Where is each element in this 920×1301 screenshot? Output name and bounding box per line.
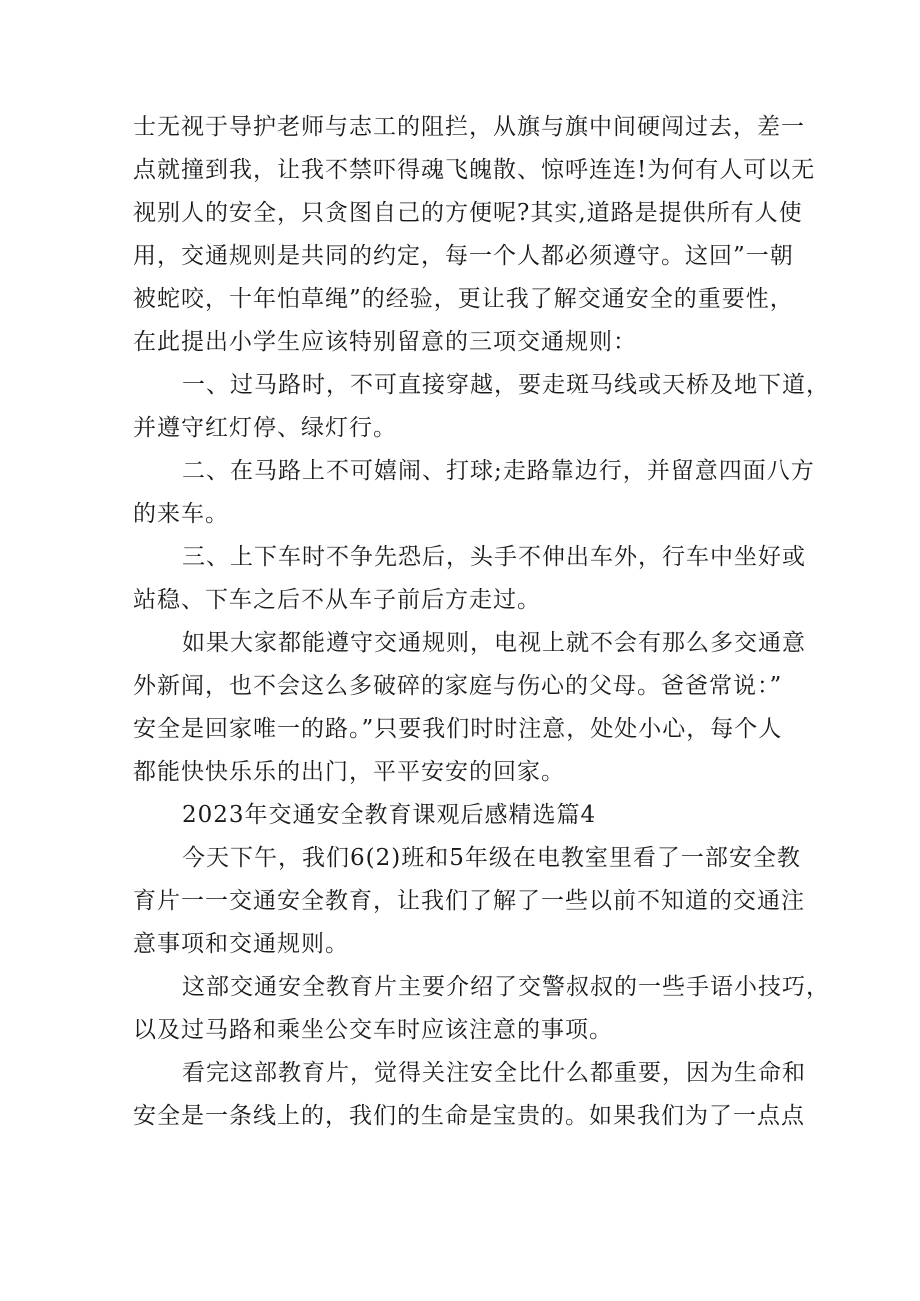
text-line: 并遵守红灯停、绿灯行。 bbox=[133, 415, 397, 441]
text-line: 安全是回家唯一的路。”只要我们时时注意，处处小心，每个人 bbox=[133, 716, 783, 742]
text-line: 用，交通规则是共同的约定，每一个人都必须遵守。这回”一朝 bbox=[133, 243, 794, 269]
text-line: 二、在马路上不可嬉闹、打球;走路靠边行，并留意四面八方 bbox=[182, 458, 815, 484]
text-line: 士无视于导护老师与志工的阻拦，从旗与旗中间硬闯过去，差一 bbox=[133, 114, 805, 140]
text-line: 今天下午，我们6(2)班和5年级在电教室里看了一部安全教 bbox=[182, 845, 801, 871]
text-line: 看完这部教育片，觉得关注安全比什么都重要，因为生命和 bbox=[182, 1060, 806, 1086]
section-heading: 2023年交通安全教育课观后感精选篇4 bbox=[182, 802, 597, 828]
text-line: 都能快快乐乐的出门，平平安安的回家。 bbox=[133, 759, 565, 785]
text-line: 育片一一交通安全教育，让我们了解了一些以前不知道的交通注 bbox=[133, 888, 805, 914]
text-line: 意事项和交通规则。 bbox=[133, 931, 349, 957]
text-line: 在此提出小学生应该特别留意的三项交通规则： bbox=[133, 329, 637, 355]
text-line: 点就撞到我，让我不禁吓得魂飞魄散、惊呼连连!为何有人可以无 bbox=[133, 157, 816, 183]
text-line: 这部交通安全教育片主要介绍了交警叔叔的一些手语小技巧， bbox=[182, 974, 830, 1000]
text-line: 视别人的安全，只贪图自己的方便呢?其实,道路是提供所有人使 bbox=[133, 200, 803, 226]
text-line: 的来车。 bbox=[133, 501, 229, 527]
text-line: 一、过马路时，不可直接穿越，要走斑马线或天桥及地下道， bbox=[182, 372, 830, 398]
text-line: 三、上下车时不争先恐后，头手不伸出车外，行车中坐好或 bbox=[182, 544, 806, 570]
text-line: 安全是一条线上的，我们的生命是宝贵的。如果我们为了一点点 bbox=[133, 1103, 805, 1129]
text-line: 以及过马路和乘坐公交车时应该注意的事项。 bbox=[133, 1017, 613, 1043]
text-line: 被蛇咬，十年怕草绳”的经验，更让我了解交通安全的重要性， bbox=[133, 286, 794, 312]
text-line: 外新闻，也不会这么多破碎的家庭与伤心的父母。爸爸常说：” bbox=[133, 673, 783, 699]
text-line: 如果大家都能遵守交通规则，电视上就不会有那么多交通意 bbox=[182, 630, 806, 656]
text-line: 站稳、下车之后不从车子前后方走过。 bbox=[133, 587, 541, 613]
